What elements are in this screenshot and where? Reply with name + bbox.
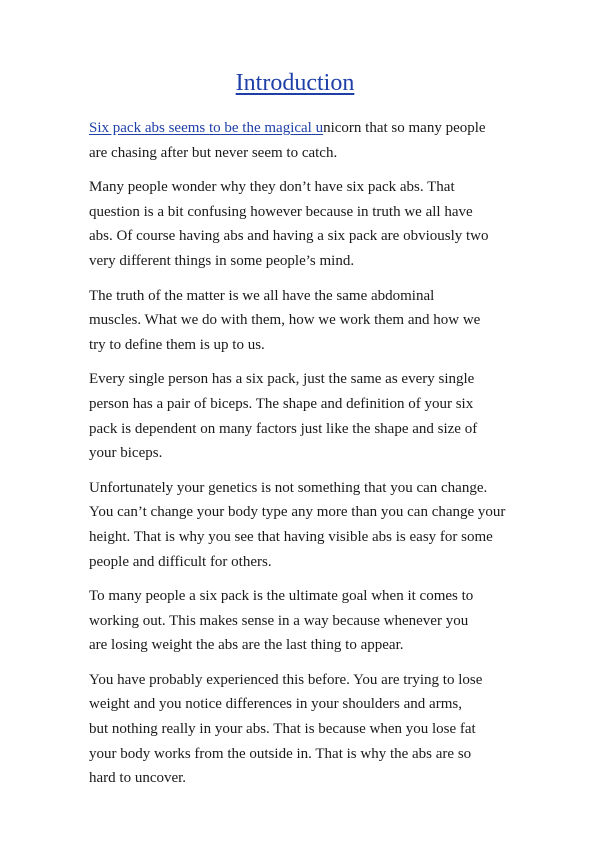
paragraph-line: but nothing really in your abs. That is because when you lose fat: [89, 721, 476, 738]
paragraph-line: your biceps.: [89, 445, 163, 462]
document-body: [89, 116, 529, 801]
paragraph-line: abs. Of course having abs and having a six pack are obviously two: [89, 228, 489, 245]
paragraph-line: your body works from the outside in. That is why the abs are so: [89, 745, 472, 762]
paragraph-ultimate-goal: [89, 584, 529, 658]
paragraph-same-muscles: [89, 284, 529, 358]
paragraph-line: You have probably experienced this before. You are trying to lose: [89, 671, 483, 688]
intro-link[interactable]: Six pack abs seems to be the magical u: [89, 120, 324, 136]
paragraph-experience: [89, 668, 529, 791]
intro-paragraph: [89, 116, 529, 165]
paragraph-line: height. That is why you see that having visible abs is easy for some: [89, 528, 493, 545]
paragraph-line: are losing weight the abs are the last thing to appear.: [89, 637, 404, 654]
paragraph-line: To many people a six pack is the ultimate goal when it comes to: [89, 588, 474, 605]
paragraph-line: Unfortunately your genetics is not something that you can change.: [89, 479, 488, 496]
paragraph-line: question is a bit confusing however because in truth we all have: [89, 203, 473, 220]
paragraph-line: working out. This makes sense in a way because whenever you: [89, 612, 469, 629]
intro-line-1: [89, 116, 529, 141]
paragraph-line: try to define them is up to us.: [89, 336, 265, 353]
paragraph-line: person has a pair of biceps. The shape and definition of your six: [89, 395, 474, 412]
page-title: Introduction: [235, 70, 355, 96]
paragraph-line: pack is dependent on many factors just like the shape and size of: [89, 420, 478, 437]
paragraph-line: people and difficult for others.: [89, 553, 272, 570]
paragraph-line: muscles. What we do with them, how we work them and how we: [89, 312, 481, 329]
paragraph-line: weight and you notice differences in your shoulders and arms,: [89, 696, 462, 713]
paragraph-line: hard to uncover.: [89, 770, 187, 787]
intro-line-1-rest: nicorn that so many people: [323, 120, 486, 136]
paragraph-genetics: [89, 476, 529, 574]
paragraph-line: Every single person has a six pack, just the same as every single: [89, 371, 475, 388]
paragraph-line: very different things in some people’s mind.: [89, 252, 355, 269]
paragraph-biceps: [89, 367, 529, 465]
paragraph-line: The truth of the matter is we all have the same abdominal: [89, 287, 435, 304]
paragraph-line: Many people wonder why they don’t have six pack abs. That: [89, 179, 455, 196]
paragraph-genetics-question: [89, 175, 529, 273]
paragraph-line: You can’t change your body type any more than you can change your: [89, 504, 506, 521]
intro-line-2: are chasing after but never seem to catch.: [89, 144, 338, 161]
